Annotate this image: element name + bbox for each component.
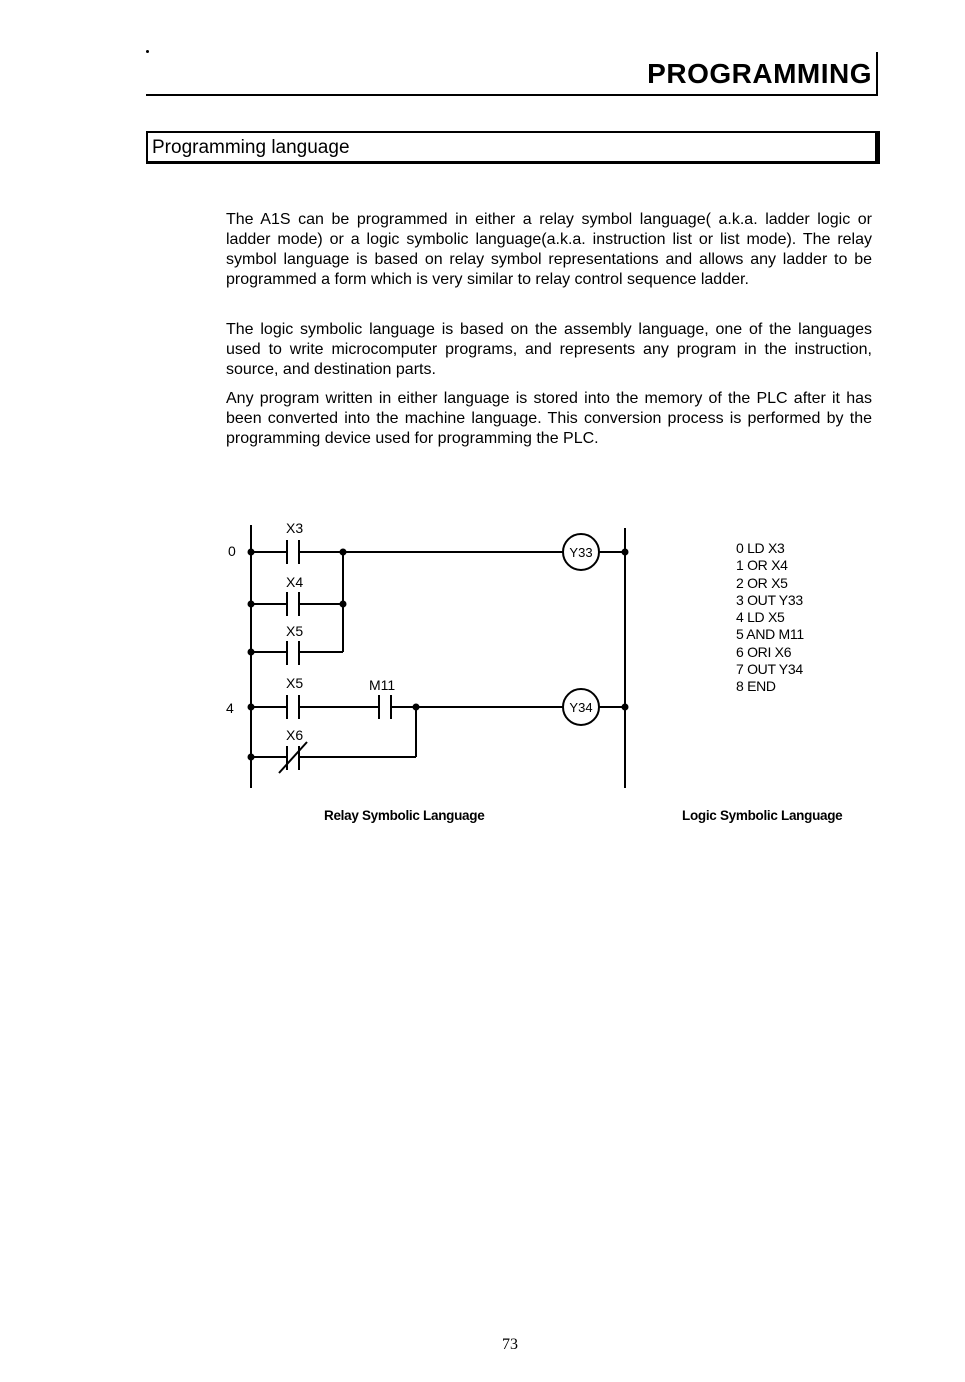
contact-label-x4: X4 <box>286 574 304 590</box>
paragraph-2: The logic symbolic language is based on the assembly language, one of the languages used to write microcomputer programs, and represents any program in the instruction, source, and destination parts. <box>226 321 872 378</box>
instruction-line: 2 OR X5 <box>736 574 788 591</box>
page-number: 73 <box>502 1336 518 1353</box>
instruction-line: 3 OUT Y33 <box>736 591 803 608</box>
instruction-list <box>736 540 804 696</box>
instruction-line: 7 OUT Y34 <box>736 661 803 678</box>
contact-label-m11: M11 <box>369 677 396 693</box>
instruction-line: 6 ORI X6 <box>736 643 792 660</box>
page-mark <box>146 50 149 53</box>
contact-label-x3: X3 <box>286 520 304 536</box>
step-label-4: 4 <box>226 700 234 716</box>
header-rule <box>146 94 878 96</box>
contact-label-x6: X6 <box>286 727 304 743</box>
chapter-title: PROGRAMMING <box>647 58 872 89</box>
instruction-line: 1 OR X4 <box>736 557 788 574</box>
section-title: Programming language <box>152 137 350 158</box>
relay-caption: Relay Symbolic Language <box>324 808 485 823</box>
contact-label-x5-a: X5 <box>286 623 304 639</box>
logic-caption: Logic Symbolic Language <box>682 808 843 823</box>
section-heading-box <box>146 131 880 164</box>
step-label-0: 0 <box>228 543 236 559</box>
coil-label-y33: Y33 <box>569 545 593 560</box>
paragraph-3: Any program written in either language is stored into the memory of the PLC after it has been converted into the machine language. This conversion process is performed by the programming device used for programming the PLC. <box>226 390 872 447</box>
header-tick <box>876 52 878 96</box>
instruction-line: 8 END <box>736 678 776 695</box>
paragraph-1: The A1S can be programmed in either a relay symbol language( a.k.a. ladder logic or ladder mode) or a logic symbolic language(a.k.a. instruction list or list mode). The relay symbol language is based on relay symbol representations and allows any ladder to be programmed a form which is very similar to relay control sequence ladder. <box>226 211 872 288</box>
coil-label-y34: Y34 <box>569 700 593 715</box>
contact-label-x5-b: X5 <box>286 675 304 691</box>
instruction-line: 5 AND M11 <box>736 626 804 643</box>
ladder-diagram <box>215 510 645 795</box>
instruction-line: 4 LD X5 <box>736 609 785 626</box>
instruction-line: 0 LD X3 <box>736 540 785 556</box>
